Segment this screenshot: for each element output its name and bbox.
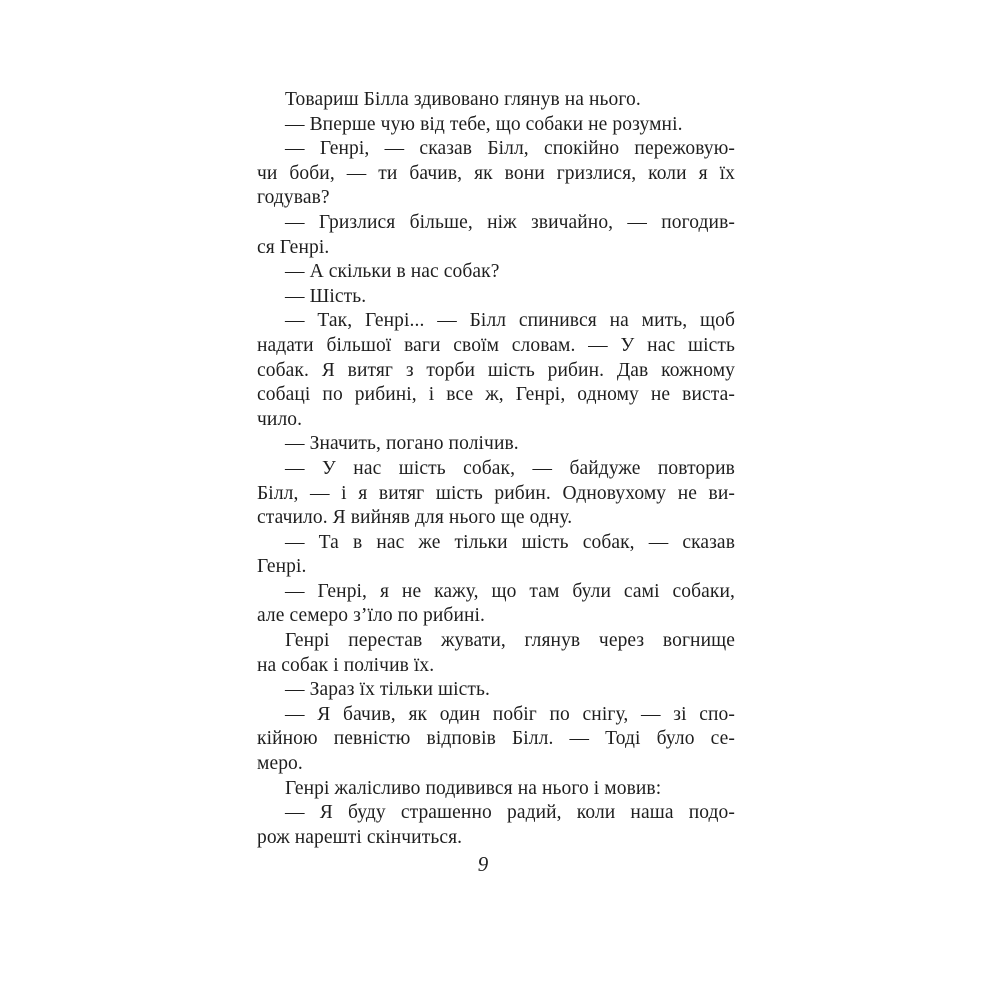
paragraph [257, 88, 735, 113]
paragraph [257, 260, 735, 285]
page-number: 9 [477, 852, 489, 876]
text-line: чило. [257, 408, 303, 430]
paragraph [257, 580, 735, 629]
paragraph [257, 457, 735, 531]
text-line: Генрі перестав жувати, глянув через вогнище [285, 630, 735, 652]
text-line: — У нас шість собак, — байдуже повторив [285, 457, 735, 479]
text-line: — Та в нас же тільки шість собак, — сказав [285, 531, 735, 553]
text-line: кійною певністю відповів Білл. — Тоді було се- [257, 728, 735, 750]
text-line: Товариш Білла здивовано глянув на нього. [285, 89, 641, 110]
paragraph [257, 432, 735, 457]
text-block [257, 88, 735, 850]
text-line: стачило. Я вийняв для нього ще одну. [257, 507, 573, 529]
text-line: на собак і полічив їх. [257, 654, 435, 676]
paragraph [257, 531, 735, 580]
text-line: — Зараз їх тільки шість. [285, 679, 490, 701]
text-line: собак. Я витяг з торби шість рибин. Дав кожному [257, 359, 735, 381]
paragraph [257, 777, 735, 802]
paragraph [257, 137, 735, 211]
text-line: надати більшої ваги своїм словам. — У нас шість [257, 334, 735, 356]
text-line: — Гризлися більше, ніж звичайно, — погодив- [285, 211, 735, 233]
paragraph [257, 309, 735, 432]
text-line: собаці по рибині, і все ж, Генрі, одному не виста- [257, 384, 735, 406]
text-line: — Я буду страшенно радий, коли наша подо- [285, 802, 735, 824]
text-line: Генрі. [257, 556, 307, 578]
text-line: — Так, Генрі... — Білл спинився на мить, щоб [285, 310, 735, 332]
text-line: рож нарешті скінчиться. [257, 826, 463, 848]
paragraph [257, 703, 735, 777]
text-line: Генрі жалісливо подивився на нього і мовив: [285, 777, 662, 799]
text-line: — Генрі, — сказав Білл, спокійно пережовую- [285, 138, 735, 160]
text-line: але семеро з’їло по рибині. [257, 605, 486, 627]
text-line: — Шість. [285, 285, 367, 307]
text-line: — Вперше чую від тебе, що собаки не розумні. [285, 113, 683, 135]
paragraph [257, 629, 735, 678]
text-line: — Значить, погано полічив. [285, 433, 519, 455]
text-line: чи боби, — ти бачив, як вони гризлися, коли я їх [257, 162, 735, 184]
text-line: годував? [257, 187, 330, 209]
text-line: меро. [257, 753, 303, 775]
paragraph [257, 801, 735, 850]
text-line: — А скільки в нас собак? [285, 261, 500, 283]
text-line: — Генрі, я не кажу, що там були самі собаки, [285, 580, 735, 602]
text-line: — Я бачив, як один побіг по снігу, — зі спо- [285, 703, 735, 725]
paragraph [257, 678, 735, 703]
paragraph [257, 285, 735, 310]
paragraph [257, 113, 735, 138]
text-line: Білл, — і я витяг шість рибин. Одновухому не ви- [257, 482, 735, 504]
text-line: ся Генрі. [257, 236, 330, 258]
paragraph [257, 211, 735, 260]
